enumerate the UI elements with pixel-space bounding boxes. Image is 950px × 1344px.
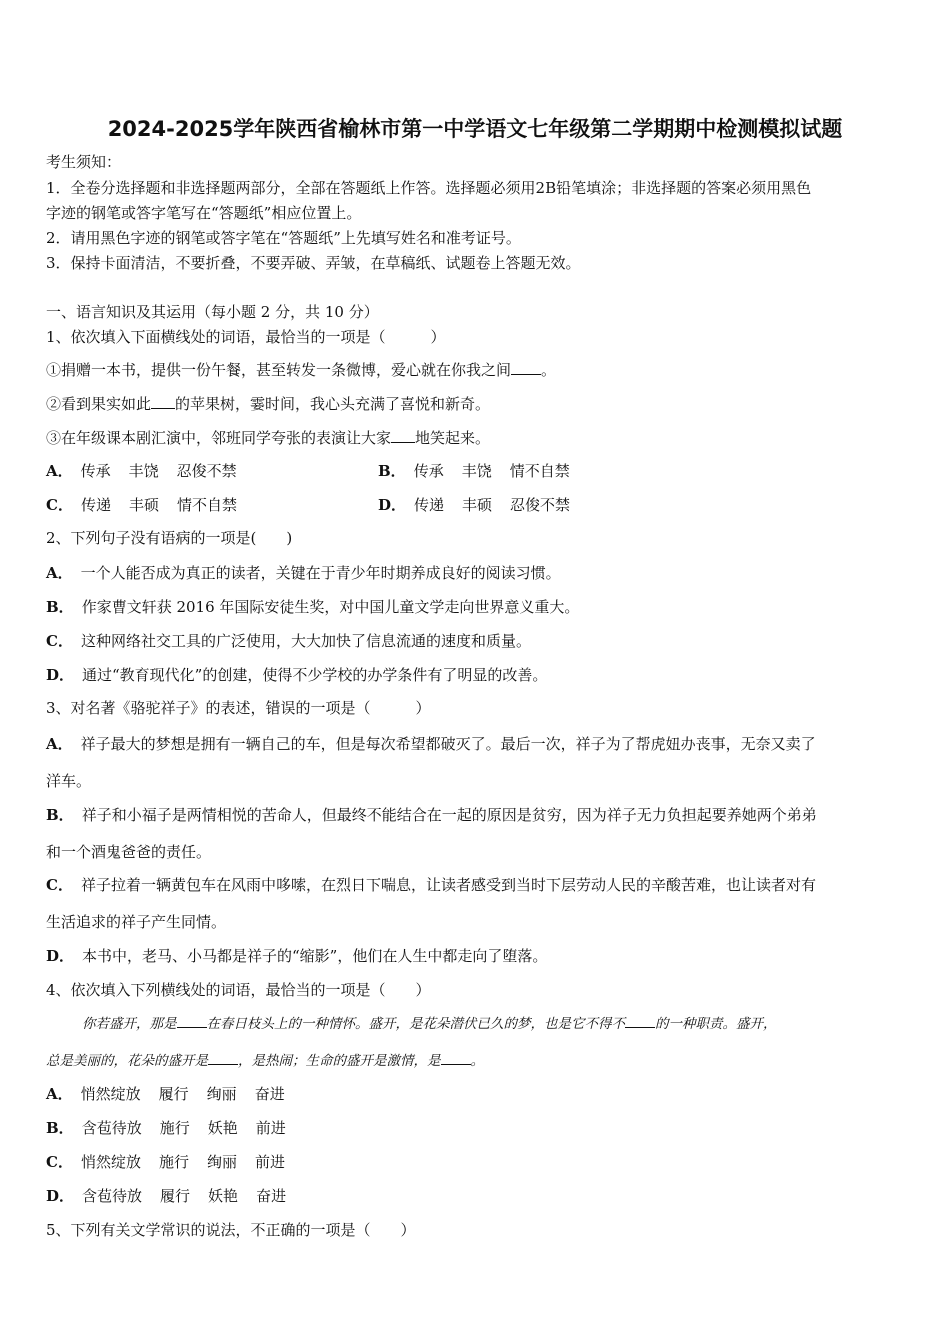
option-b[interactable]: B． 作家曹文轩获 2016 年国际安徒生奖，对中国儿童文学走向世界意义重大。 [46,598,580,616]
option-c-continued: 生活追求的祥子产生同情。 [46,913,227,931]
question-stem: 2、下列句子没有语病的一项是( ) [46,529,293,547]
option-b-continued: 和一个酒鬼爸爸的责任。 [46,843,212,861]
notice-item: 字迹的钢笔或答字笔写在“答题纸”相应位置上。 [46,204,362,222]
option-a[interactable]: A． 悄然绽放 履行 绚丽 奋进 [46,1085,285,1103]
question-stem: 3、对名著《骆驼祥子》的表述，错误的一项是（ ） [46,699,431,717]
fill-blank [441,1050,471,1065]
passage-line: 你若盛开，那是 在春日枝头上的一种情怀。盛开，是花朵潜伏已久的梦，也是它不得不 的一种职责。盛开， [82,1013,777,1034]
option-c[interactable]: C． 祥子拉着一辆黄包车在风雨中哆嗦，在烈日下喘息，让读者感受到当时下层劳动人民的辛酸苦难，也让读者对有 [46,876,816,894]
option-a[interactable]: A． 一个人能否成为真正的读者，关键在于青少年时期养成良好的阅读习惯。 [46,564,561,582]
fill-blank [208,1050,238,1065]
passage-line: 总是美丽的，花朵的盛开是 ，是热闹；生命的盛开是激情，是 。 [46,1050,484,1071]
fill-blank [511,360,541,375]
option-c[interactable]: C． 悄然绽放 施行 绚丽 前进 [46,1153,286,1171]
sentence: ②看到果实如此 的苹果树，霎时间，我心头充满了喜悦和新奇。 [46,395,491,413]
option-d[interactable]: D． 本书中，老马、小马都是祥子的“缩影”，他们在人生中都走向了堕落。 [46,947,548,965]
page-title: 2024-2025学年陕西省榆林市第一中学语文七年级第二学期期中检测模拟试题 [107,117,843,141]
option-c[interactable]: C． 这种网络社交工具的广泛使用，大大加快了信息流通的速度和质量。 [46,632,531,650]
option-a-continued: 洋车。 [46,772,92,790]
option-a[interactable]: A． 传承 丰饶 忍俊不禁 [46,462,237,480]
option-d[interactable]: D． 通过“教育现代化”的创建，使得不少学校的办学条件有了明显的改善。 [46,666,548,684]
option-d[interactable]: D． 含苞待放 履行 妖艳 奋进 [46,1187,287,1205]
option-a[interactable]: A． 祥子最大的梦想是拥有一辆自己的车，但是每次希望都破灭了。最后一次，祥子为了帮虎妞办丧事，无奈又卖了 [46,735,816,753]
option-b[interactable]: B． 祥子和小福子是两情相悦的苦命人，但最终不能结合在一起的原因是贫穷，因为祥子无力负担起要养她两个弟弟 [46,806,817,824]
notice-item: 3．保持卡面清洁，不要折叠，不要弄破、弄皱，在草稿纸、试题卷上答题无效。 [46,254,581,272]
sentence: ③在年级课本剧汇演中，邻班同学夸张的表演让大家 地笑起来。 [46,429,491,447]
fill-blank [151,394,175,409]
fill-blank [391,428,415,443]
question-stem: 1、依次填入下面横线处的词语，最恰当的一项是（ ） [46,328,446,346]
notice-item: 2．请用黑色字迹的钢笔或答字笔在“答题纸”上先填写姓名和准考证号。 [46,229,521,247]
notice-item: 1．全卷分选择题和非选择题两部分，全部在答题纸上作答。选择题必须用2B铅笔填涂；非选择题的答案必须用黑色 [46,179,812,197]
question-stem: 4、依次填入下列横线处的词语，最恰当的一项是（ ） [46,981,431,999]
sentence: ①捐赠一本书，提供一份午餐，甚至转发一条微博，爱心就在你我之间 。 [46,361,557,379]
fill-blank [177,1013,207,1028]
question-stem: 5、下列有关文学常识的说法，不正确的一项是（ ） [46,1221,416,1239]
fill-blank [625,1013,655,1028]
option-d[interactable]: D． 传递 丰硕 忍俊不禁 [378,496,571,514]
notice-heading: 考生须知： [46,153,122,171]
option-c[interactable]: C． 传递 丰硕 情不自禁 [46,496,237,514]
section-heading: 一、语言知识及其运用（每小题 2 分，共 10 分） [46,303,379,321]
option-b[interactable]: B． 含苞待放 施行 妖艳 前进 [46,1119,286,1137]
option-b[interactable]: B． 传承 丰饶 情不自禁 [378,462,570,480]
